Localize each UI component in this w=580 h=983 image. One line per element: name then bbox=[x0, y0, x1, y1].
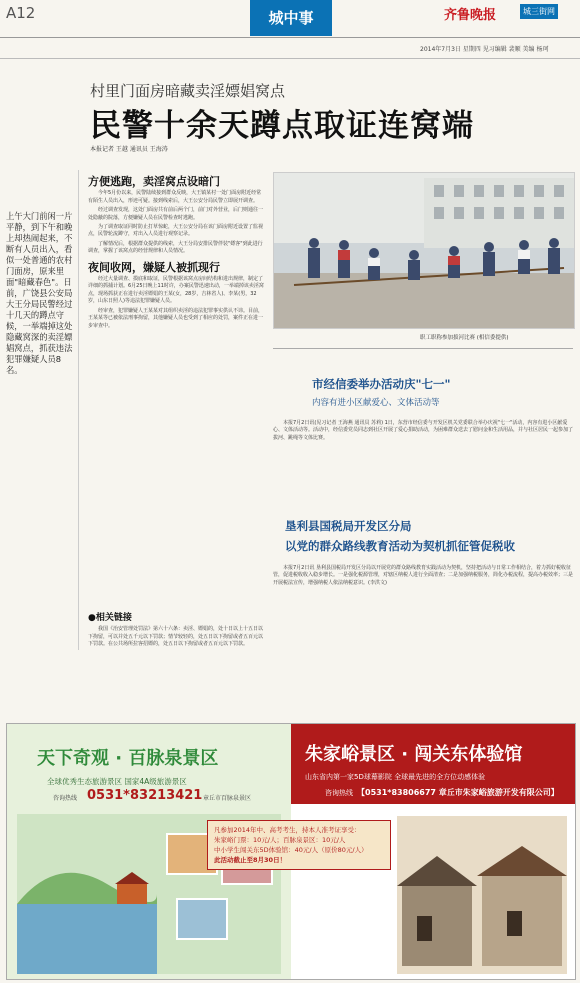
promo-line: 凡参加2014年中、高考考生，持本人准考证享受： bbox=[214, 826, 361, 834]
story-column-1 bbox=[88, 175, 266, 332]
story-kicker: 村里门面房暗藏卖淫嫖娼窝点 bbox=[90, 82, 286, 100]
paragraph: 本报7月2日讯 垦利县国税局开发区分局以开展党的群众路线教育实践活动为契机，坚持把活动与日常工作相结合，着力抓好税收征管，促进税收收入稳步增长。一是强化税源管理，对辖区纳税人进行全面清查；二是加强纳税服务，简化办税流程，提高办税效率；三是开展税法宣传，增强纳税人依法纳税意识。(李洪文) bbox=[273, 565, 574, 586]
paragraph: 经审查，犯罪嫌疑人王某某对其组织卖淫的违法犯罪事实供认不讳。目前，王某某等已被依法刑事拘留，其他嫌疑人员也受到了相应的处罚，案件正在进一步审查中。 bbox=[88, 307, 264, 329]
ad-left-subtitle: 全球优秀生态旅游景区 国家4A级旅游景区 bbox=[47, 777, 187, 786]
related-link-box bbox=[88, 615, 266, 651]
related-title: ●相关链接 bbox=[88, 613, 132, 623]
story2-title: 市经信委举办活动庆"七一" bbox=[312, 377, 451, 391]
ad-left-phone: 0531*83213421 bbox=[87, 788, 203, 803]
ad-right-phone-label: 咨询热线 bbox=[325, 789, 353, 797]
ad-village-illustration bbox=[397, 816, 567, 974]
story3-body bbox=[273, 565, 573, 589]
promo-line: 此活动截止至8月30日！ bbox=[214, 856, 287, 864]
ad-promo-box bbox=[207, 820, 391, 870]
tug-of-war-photo bbox=[273, 172, 575, 329]
header-rule bbox=[0, 37, 580, 38]
section-banner: 城中事 bbox=[250, 0, 332, 36]
advertisement bbox=[6, 723, 576, 980]
paragraph: 今年5月份以来，民警陆续接到群众反映，大王镇某村一处门面房附近经常有陌生人员出入，形迹可疑。接到线索后，大王公安分局民警立即展开调查。 bbox=[88, 190, 262, 204]
paragraph: 为了调查取证同时防止打草惊蛇，大王公安分局在该门面房附近设置了监视点，民警轮流蹲守，对出入人员进行观察记录。 bbox=[88, 224, 264, 238]
story3-title-line2: 以党的群众路线教育活动为契机抓征管促税收 bbox=[285, 539, 515, 553]
story-byline: 本报记者 王越 通讯员 王海涛 bbox=[90, 146, 168, 153]
web-badge: 城三街网 bbox=[520, 4, 558, 19]
subhead-2: 夜间收网，嫌疑人被抓现行 bbox=[88, 260, 220, 274]
header-rule-2 bbox=[0, 58, 580, 59]
story2-body bbox=[273, 420, 573, 444]
story2-subtitle: 内容有进小区献爱心、文体活动等 bbox=[312, 398, 440, 408]
ad-right-phone: 【0531*83806677 章丘市朱家峪旅游开发有限公司】 bbox=[357, 788, 559, 797]
ad-right-title: 朱家峪景区 · 闯关东体验馆 bbox=[305, 744, 523, 765]
issue-meta: 2014年7月3日 星期四 见习编辑 裴顺 美编 杨珂 bbox=[420, 46, 549, 53]
promo-line: 中小学生闯关东5D体验馆：40元/人（原价80元/人） bbox=[214, 846, 368, 854]
paragraph: 本报7月2日讯(见习记者 王海燕 通讯员 苏莉) 1日，东营市经信委与开发区机关党委联合举办庆祝"七一"活动，内容有进小区献爱心、文体活动等。活动中，经信委党员同志到社区开展了爱心捐助活动，为困难群众送去了慰问金和生活用品，并与社区居民一起参加了拔河、跳绳等文体比赛。 bbox=[273, 420, 574, 441]
subhead-1: 方便逃跑，卖淫窝点设暗门 bbox=[88, 175, 220, 188]
section-rule bbox=[273, 348, 573, 349]
photo-caption: 职工职称参加拔河比赛 (相信委提供) bbox=[420, 335, 509, 341]
story-lede: 上午大门前闲一片平静，到下午和晚上却热闹起来，不断有人员出入，看似一处普通的农村门面房，原来里面"暗藏春色"。日前，广饶县公安局大王分局民警经过十几天的蹲点守候，一举端掉这处隐藏窝深的卖淫嫖娼窝点，抓获违法犯罪嫌疑人员8名。 bbox=[6, 211, 73, 375]
ad-right-subtitle: 山东省内第一家5D球幕影院 全球最先进的全方位动感体验 bbox=[305, 773, 486, 781]
paragraph: 经过大量调查、摸底和取证，民警根据该窝点房间结构和进出规律，制定了详细的抓捕计划。6月25日晚上11时许，办案民警迅速出动，一举端掉该卖淫窝点，现场抓获正在进行卖淫嫖娼的王某(女，28岁，吉林省人)、李某(男，32岁，山东日照人)等违法犯罪嫌疑人员。 bbox=[88, 276, 264, 305]
paragraph: 了解情况后，根据群众提供的线索，大王分局安排民警伴装"嫖客"到此进行调查，掌握了该窝点的经营规律和人员情况。 bbox=[88, 240, 263, 255]
paragraph: 经过调查发现，这处门面房共有前后两个门，前门对外营业，后门则通往一处隐蔽的院落，方便嫌疑人员在民警检查时逃跑。 bbox=[88, 207, 264, 221]
promo-line: 朱家峪门票：10元/人；百脉泉景区：10元/人 bbox=[214, 836, 346, 844]
photo-illustration bbox=[274, 173, 574, 328]
ad-left-title: 天下奇观 · 百脉泉景区 bbox=[37, 748, 219, 769]
related-text: 我国《治安管理处罚法》第六十六条：卖淫、嫖娼的，处十日以上十五日以下拘留，可以并处五千元以下罚款；情节较轻的，处五日以下拘留或者五百元以下罚款。在公共场所拉客招嫖的，处五日以下拘留或者五百元以下罚款。 bbox=[88, 626, 264, 648]
column-divider bbox=[78, 170, 79, 650]
story-headline: 民警十余天蹲点取证连窝端 bbox=[90, 108, 474, 144]
newspaper-logo: 齐鲁晚报 bbox=[444, 8, 497, 23]
page-number: A12 bbox=[6, 4, 36, 22]
ad-right-photos bbox=[397, 816, 567, 974]
story3-title-line1: 垦利县国税局开发区分局 bbox=[285, 519, 412, 533]
ad-left-address: 章丘市百脉泉景区 bbox=[203, 795, 252, 802]
ad-left-phone-label: 咨询热线 bbox=[53, 795, 78, 802]
